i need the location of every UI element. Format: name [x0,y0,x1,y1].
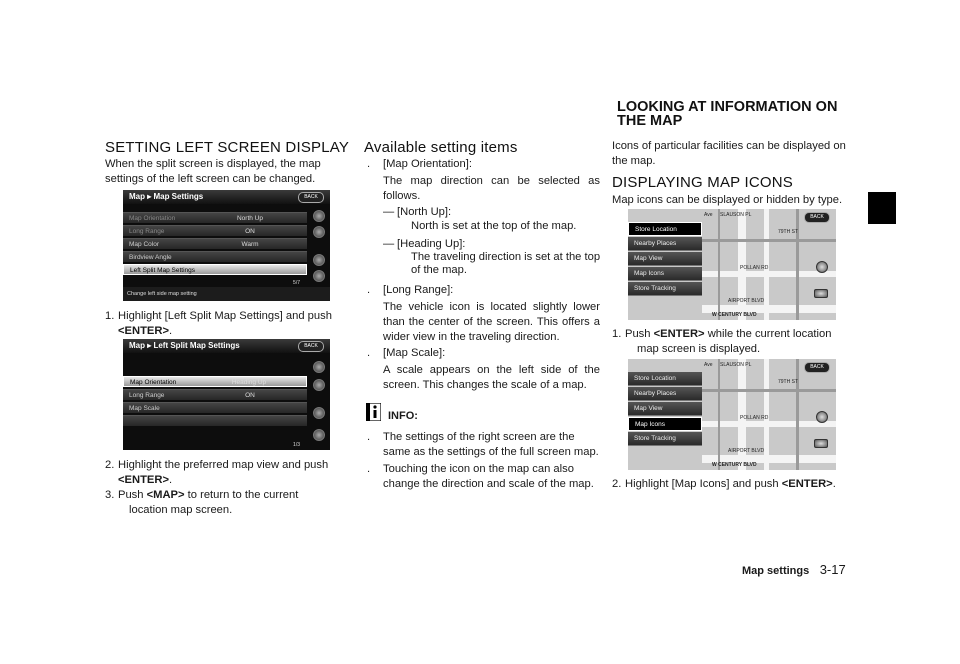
bullet: . [367,158,371,170]
step-number: 3. [105,489,115,501]
side-menu-item: Store Tracking [628,282,702,296]
menu-row-selected: Map Orientation Heading Up [123,376,307,387]
map-button [816,261,828,273]
sub-bullet: — [383,238,395,250]
step-1-text: Highlight [Left Split Map Settings] and push <ENTER>. [118,310,332,337]
step-number: 1. [612,328,622,340]
map-screen-screenshot: Ave SLAUSON PL POLLAN RD AIRPORT BLVD 79TH ST W CENTURY BLVD BACK Store Location Nearby Places Map View Map Icons Store Tracking [628,209,836,320]
side-menu-item: Map View [628,252,702,266]
scroll-up-knob [313,210,325,222]
map-button [816,411,828,423]
info-text: The settings of the right screen are the same as the settings of the full screen map. [383,431,599,458]
item-label: [Long Range]: [383,284,454,296]
bullet: . [367,431,371,443]
map-settings-screenshot [123,190,330,301]
step-2-text: Highlight the preferred map view and push <ENTER>. [118,459,329,486]
screen-title: Map ▸ Map Settings [129,192,204,201]
menu-row: Birdview Angle [123,251,307,262]
footer-section: Map settings [742,565,810,577]
side-menu-item: Nearby Places [628,237,702,251]
step-3-text: Push <MAP> to return to the current location map screen. [118,489,299,516]
item-label: [Heading Up]: [397,238,466,250]
item-desc: North is set at the top of the map. [411,220,577,232]
info-label: INFO: [388,410,418,422]
step-number: 1. [105,310,115,322]
back-button: BACK [804,362,830,373]
scroll-up-knob [313,361,325,373]
scroll-knob [313,254,325,266]
menu-row: Long Range ON [123,225,307,236]
side-menu-item: Map View [628,402,702,416]
menu-row-selected: Left Split Map Settings [123,264,307,275]
screen-title: Map ▸ Left Split Map Settings [129,341,240,350]
side-menu-item: Store Tracking [628,432,702,446]
status-bar: Change left side map setting [123,287,330,301]
step-number: 2. [612,478,622,490]
info-icon [366,403,381,421]
side-menu-item: Store Location [628,372,702,386]
side-menu-item: Nearby Places [628,387,702,401]
item-label: [North Up]: [397,206,452,218]
item-desc: A scale appears on the left side of the screen. This changes the scale of a map. [383,364,600,391]
menu-row: Long Range ON [123,389,307,400]
map-icons-screenshot: Ave SLAUSON PL POLLAN RD AIRPORT BLVD 79TH ST W CENTURY BLVD BACK Store Location Nearby Places Map View Map Icons Store Tracking [628,359,836,470]
scroll-down-knob [313,270,325,282]
side-menu-item: Map Icons [628,267,702,281]
scroll-down-knob [313,429,325,441]
section-heading-left-screen: SETTING LEFT SCREEN DISPLAY [105,139,350,156]
page-footer [742,561,846,579]
section-heading-map-icons: DISPLAYING MAP ICONS [612,174,793,191]
menu-row: Map Color Warm [123,238,307,249]
item-label: [Map Orientation]: [383,158,472,170]
page-indicator: 5/7 [293,280,300,286]
item-label: [Map Scale]: [383,347,446,359]
left-split-settings-screenshot [123,339,330,450]
sub-bullet: — [383,206,395,218]
info-text: Touching the icon on the map can also change the direction and scale of the map. [383,463,594,490]
bullet: . [367,284,371,296]
map-button [814,439,828,448]
page-indicator: 1/3 [293,442,300,448]
item-desc: The map direction can be selected as follows. [383,175,600,202]
side-menu-item-selected: Store Location [628,222,702,236]
page-number: 3-17 [819,562,846,577]
section-heading-available-items: Available setting items [364,139,518,156]
intro-paragraph: When the split screen is displayed, the map settings of the left screen can be changed. [105,158,321,185]
back-button: BACK [804,212,830,223]
page-heading-line-2: THE MAP [617,113,683,129]
scroll-knob [313,226,325,238]
step-2-text: Highlight [Map Icons] and push <ENTER>. [625,478,836,490]
step-1-text: Push <ENTER> while the current location map screen is displayed. [625,328,832,355]
side-menu-item-selected: Map Icons [628,417,702,431]
item-desc: The vehicle icon is located slightly lower than the center of the screen. This offers a wider view in the traveling direction. [383,301,600,343]
intro-paragraph: Map icons can be displayed or hidden by type. [612,194,843,206]
back-button: BACK [298,192,324,203]
page-heading-line-1: LOOKING AT INFORMATION ON [617,99,838,115]
menu-row: Map Scale [123,402,307,413]
item-desc: The traveling direction is set at the top of the map. [411,251,601,276]
map-button [814,289,828,298]
section-tab [868,192,896,224]
scroll-knob [313,407,325,419]
back-button: BACK [298,341,324,352]
scroll-knob [313,379,325,391]
bullet: . [367,463,371,475]
step-number: 2. [105,459,115,471]
intro-paragraph: Icons of particular facilities can be displayed on the map. [612,140,846,167]
menu-row: Map Orientation North Up [123,212,307,223]
menu-row-empty [123,415,307,426]
bullet: . [367,347,371,359]
